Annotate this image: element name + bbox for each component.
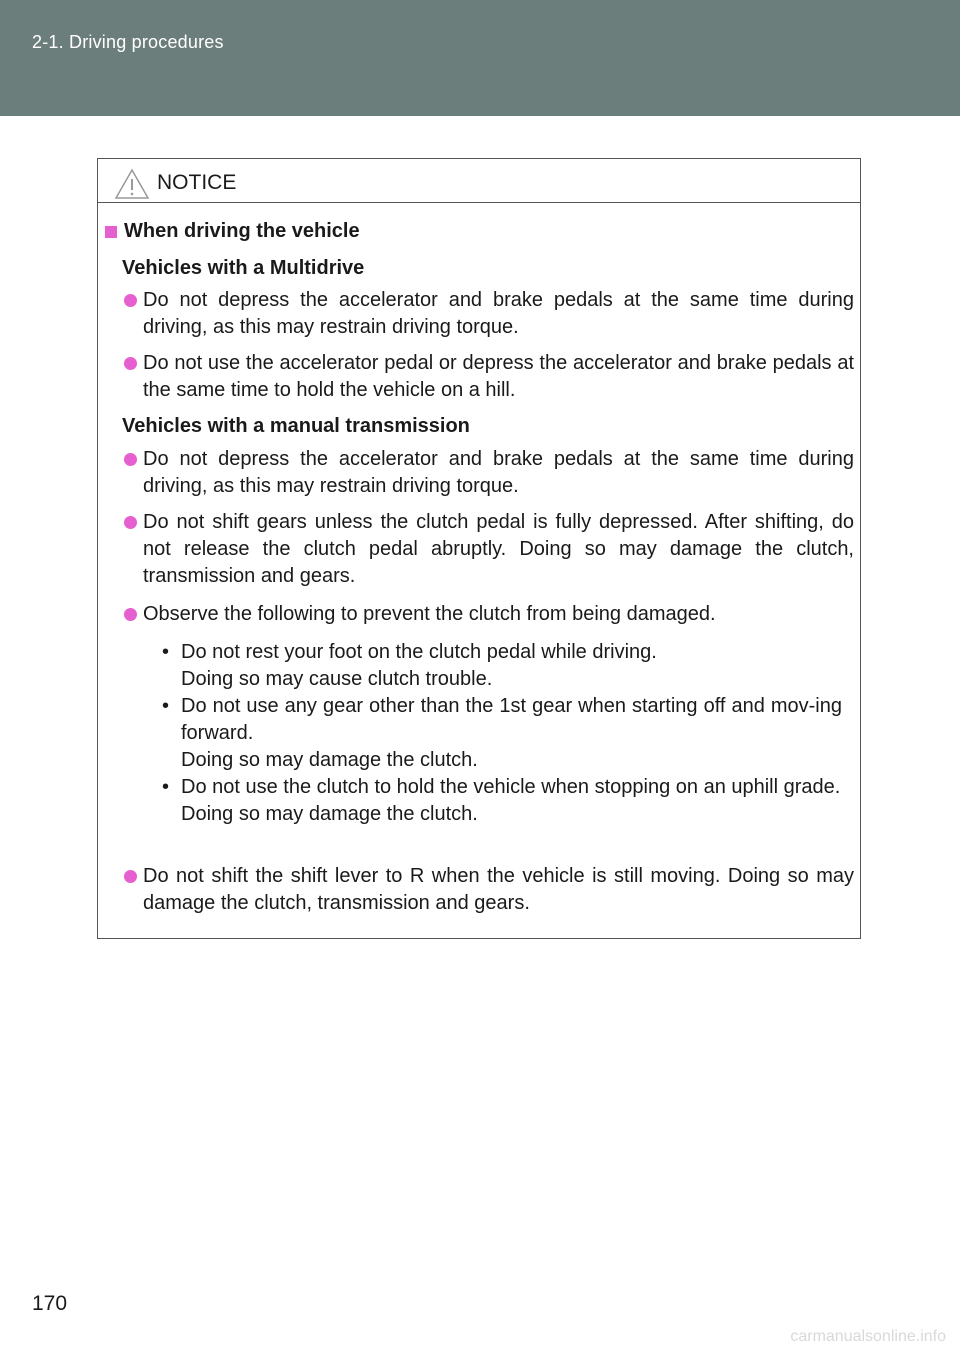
multidrive-title: Vehicles with a Multidrive (122, 257, 365, 279)
notice-header (98, 159, 860, 203)
list-item: Do not shift gears unless the clutch pedal is fully depressed. After shifting, do not release the clutch pedal abruptly. Doing so may damage the clutch, transmission and gears. (124, 509, 854, 590)
list-item: Do not shift the shift lever to R when the vehicle is still moving. Doing so may damage the clutch, transmission and gears. (124, 863, 854, 917)
bullet-dot-icon (124, 453, 137, 466)
sub-list-item: • Do not use the clutch to hold the vehicle when stopping on an uphill grade. Doing so may damage the clutch. (162, 776, 841, 825)
warning-triangle-icon (114, 168, 150, 200)
bullet-dot-icon (124, 608, 137, 621)
list-item: Do not use the accelerator pedal or depress the accelerator and brake pedals at the same time to hold the vehicle on a hill. (124, 350, 854, 404)
page-number: 170 (32, 1292, 68, 1315)
list-item: Do not depress the accelerator and brake pedals at the same time during driving, as this may restrain driving torque. (124, 287, 854, 341)
watermark: carmanualsonline.info (790, 1328, 946, 1345)
list-item: Observe the following to prevent the clutch from being damaged. (124, 601, 854, 628)
square-bullet-icon (105, 226, 117, 238)
section-title: 2-1. Driving procedures (32, 32, 224, 52)
sub-bullet-marker: • (162, 776, 170, 798)
bullet-dot-icon (124, 870, 137, 883)
sub-list-item: • Do not rest your foot on the clutch pedal while driving. Doing so may cause clutch trouble. (162, 641, 657, 690)
list-item: Do not depress the accelerator and brake pedals at the same time during driving, as this may restrain driving torque. (124, 446, 854, 500)
notice-label: NOTICE (157, 171, 237, 194)
sub-bullet-marker: • (162, 641, 170, 663)
bullet-dot-icon (124, 294, 137, 307)
section-heading: When driving the vehicle (105, 218, 360, 245)
sub-bullet-marker: • (162, 695, 170, 717)
bullet-dot-icon (124, 516, 137, 529)
page-header (0, 0, 960, 116)
bullet-dot-icon (124, 357, 137, 370)
sub-list-item: • Do not use any gear other than the 1st gear when starting off and mov-ing forward. Doing so may damage the clutch. (162, 695, 842, 771)
notice-box (97, 158, 861, 939)
manual-title: Vehicles with a manual transmission (122, 415, 470, 437)
